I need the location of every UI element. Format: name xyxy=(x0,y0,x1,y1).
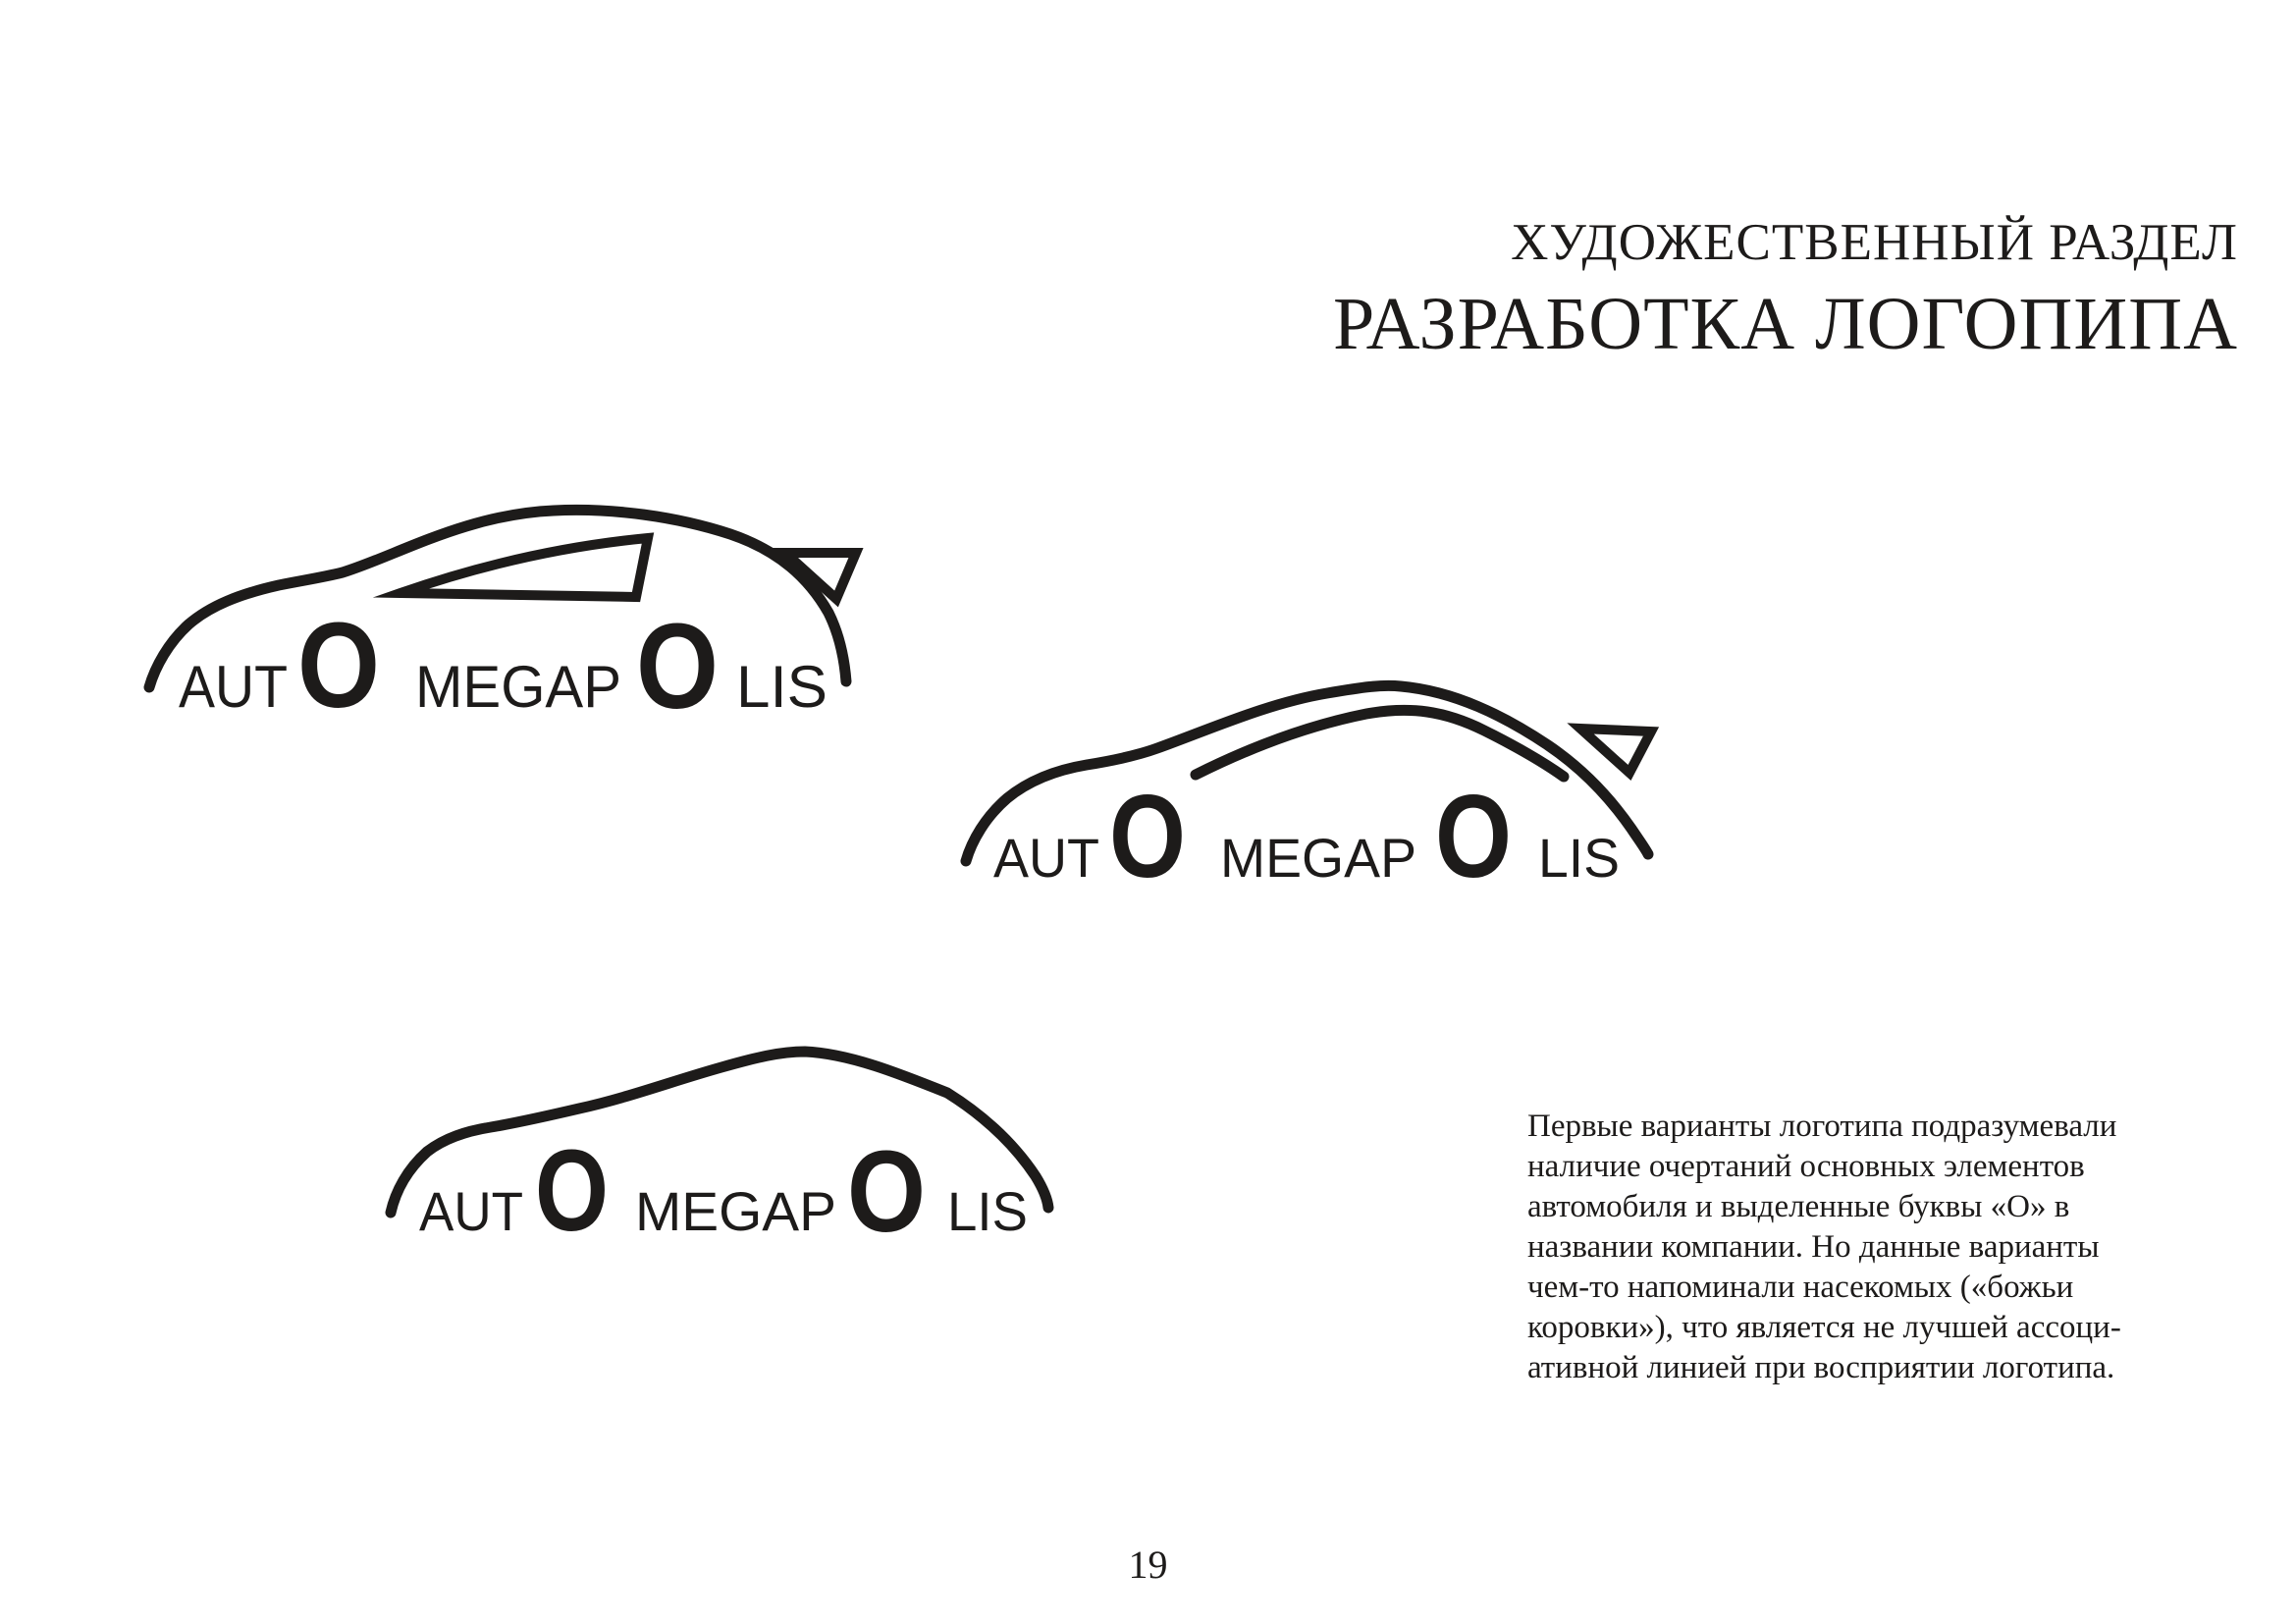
wordmark-aut: AUT xyxy=(419,1180,523,1242)
description-line: Первые варианты логотипа подразумевали xyxy=(1527,1109,2117,1144)
rear-spoiler xyxy=(1580,729,1651,773)
wheel-letter-o-rear: O xyxy=(636,600,719,734)
page-number: 19 xyxy=(1128,1543,1168,1587)
wordmark-megap: MEGAP xyxy=(415,654,621,720)
description-line: автомобиля и выделенные буквы «О» в xyxy=(1527,1189,2070,1224)
wordmark-lis: LIS xyxy=(947,1180,1028,1242)
wheel-letter-o-front: O xyxy=(1109,771,1186,902)
description-text xyxy=(1527,1107,2215,1388)
logo-variant-1 xyxy=(141,505,878,735)
logo-variant-2 xyxy=(964,681,1656,902)
wordmark-megap: MEGAP xyxy=(1220,827,1416,889)
side-window xyxy=(400,538,648,597)
logo-variant-3 xyxy=(388,1044,1053,1257)
description-line: наличие очертаний основных элементов xyxy=(1527,1149,2085,1184)
description-line: чем-то напоминали насекомых («божьи xyxy=(1527,1270,2074,1305)
description-line: названии компании. Но данные варианты xyxy=(1527,1229,2100,1265)
wheel-letter-o-front: O xyxy=(297,599,380,733)
section-heading: ХУДОЖЕСТВЕННЫЙ РАЗДЕЛ xyxy=(1511,214,2238,271)
wordmark-aut: AUT xyxy=(179,654,288,720)
car-logo-plain-outline xyxy=(388,1044,1053,1257)
wordmark-aut: AUT xyxy=(993,827,1099,889)
wordmark-lis: LIS xyxy=(1538,827,1620,889)
description-line: ативной линией при восприятии логотипа. xyxy=(1527,1350,2115,1385)
description-line: коровки»), что является не лучшей ассоци- xyxy=(1527,1310,2121,1345)
wheel-letter-o-rear: O xyxy=(1435,771,1512,902)
car-logo-double-roofline-spoiler xyxy=(964,681,1656,902)
wheel-letter-o-front: O xyxy=(535,1126,609,1256)
wordmark-megap: MEGAP xyxy=(635,1180,836,1242)
page-title: РАЗРАБОТКА ЛОГОПИПА xyxy=(1333,283,2238,365)
wheel-letter-o-rear: O xyxy=(847,1127,926,1257)
car-logo-window-spoiler xyxy=(141,505,878,735)
wordmark-lis: LIS xyxy=(736,654,828,720)
